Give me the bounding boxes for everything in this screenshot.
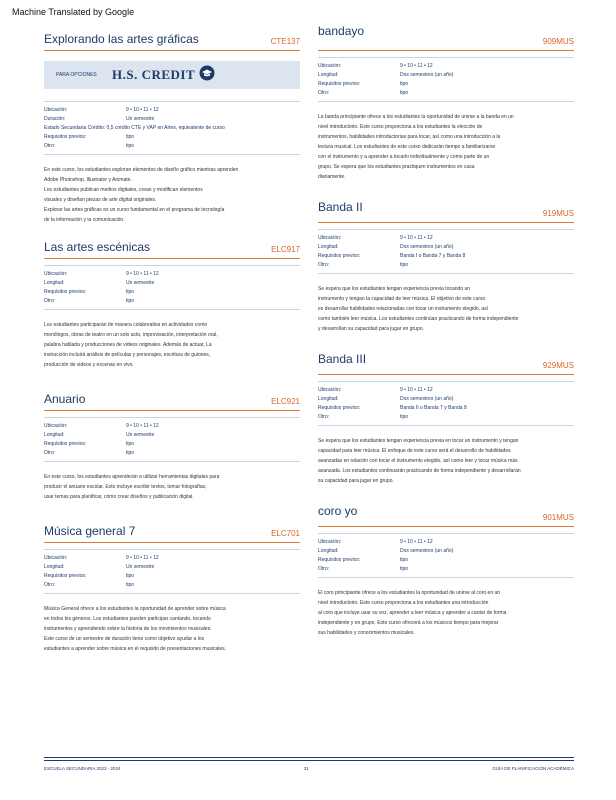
description-line: estudiantes a aprender sobre música en el requisito de presentaciones musicales.: [44, 646, 227, 652]
course-description: [318, 588, 574, 638]
info-key: Duración:: [44, 116, 66, 122]
info-key: Longitud:: [318, 244, 339, 250]
course-code: ELC701: [271, 529, 300, 538]
course-title: Explorando las artes gráficas: [44, 32, 199, 46]
description-line: capacidad para leer música. El enfoque de este curso será el desarrollo de habilidades: [318, 448, 511, 454]
description-line: instrumento y tengan la capacidad de leer música. El objetivo de este curso: [318, 296, 486, 302]
course-performing-arts: [44, 240, 300, 370]
course-band-2: [318, 200, 574, 334]
info-key: Requisitos previos:: [318, 81, 361, 87]
description-line: Los estudiantes participarán de manera colaborativa en actividades como: [44, 322, 208, 328]
footer-rule: [44, 760, 574, 761]
info-value: tipo: [126, 289, 135, 295]
course-code: 909MUS: [542, 37, 574, 46]
course-code: 929MUS: [542, 361, 574, 370]
info-value: tipo: [400, 90, 409, 96]
info-row: [44, 115, 300, 124]
course-header: [44, 32, 300, 51]
info-key: Ubicación:: [44, 107, 68, 113]
info-value: Un semestre: [126, 564, 155, 570]
info-row: [44, 581, 300, 590]
info-value: Estado Secundaria Crédito: 0,5 crédito CTE y VAP en Artes, equivalente de curso: [44, 125, 225, 131]
info-value: 9 • 10 • 11 • 12: [400, 235, 433, 241]
info-value: 9 • 10 • 11 • 12: [126, 107, 159, 113]
info-value: 9 • 10 • 11 • 12: [400, 539, 433, 545]
course-code: ELC917: [271, 245, 300, 254]
course-header: [318, 504, 574, 527]
info-value: 9 • 10 • 11 • 12: [400, 387, 433, 393]
info-value: Banda II o Banda 7 y Banda 8: [400, 405, 467, 411]
description-line: como también leer música. Los estudiantes continúan practicando de forma independiente: [318, 316, 519, 322]
info-key: Otro:: [44, 450, 56, 456]
left-column: [44, 26, 300, 654]
description-line: producción de videos y escenas en vivo.: [44, 362, 134, 368]
description-line: avanzada. Los estudiantes continuarán practicando de forma independiente y desarrollarán: [318, 468, 521, 474]
course-code: 901MUS: [542, 513, 574, 522]
info-row: [318, 62, 574, 71]
footer-left-text: ESCUELA SECUNDARIA 2023 - 2024: [44, 766, 121, 771]
page-number: 31: [303, 766, 309, 771]
page-footer: [44, 766, 574, 771]
info-row: [318, 395, 574, 404]
info-value: Dos semestres (un año): [400, 244, 454, 250]
info-row: [44, 288, 300, 297]
info-value: tipo: [126, 134, 135, 140]
info-row: [44, 297, 300, 306]
course-info: [44, 549, 300, 594]
info-value: Un semestre: [126, 116, 155, 122]
info-row: [44, 142, 300, 151]
info-row: [44, 106, 300, 115]
course-title: Las artes escénicas: [44, 240, 151, 254]
info-row: [44, 563, 300, 572]
info-value: Dos semestres (un año): [400, 548, 454, 554]
footer-right-text: GUÍA DE PLANIFICACIÓN ACADÉMICA: [492, 766, 574, 771]
course-header: [44, 392, 300, 411]
info-key: Longitud:: [44, 280, 65, 286]
info-key: Longitud:: [44, 564, 65, 570]
info-row: [318, 413, 574, 422]
description-line: La banda principiante ofrece a los estudiantes la oportunidad de unirse a la banda en un: [318, 114, 514, 120]
description-line: instrucción incluirá análisis de películas y personajes, escritura de guiones,: [44, 352, 211, 358]
course-code: 919MUS: [542, 209, 574, 218]
info-key: Ubicación:: [318, 235, 342, 241]
course-info: [318, 229, 574, 274]
info-value: Dos semestres (un año): [400, 72, 454, 78]
course-graphic-arts: [44, 32, 300, 225]
description-line: monólogos, obras de teatro en un solo acto, improvisación, interpretación oral,: [44, 332, 218, 338]
machine-translation-banner: Machine Translated by Google: [12, 7, 135, 17]
course-header: [318, 352, 574, 375]
course-header: [44, 524, 300, 543]
info-key: Longitud:: [318, 72, 339, 78]
info-row: [44, 572, 300, 581]
info-value: tipo: [126, 582, 135, 588]
info-key: Requisitos previos:: [44, 573, 87, 579]
description-line: en todos los géneros. Los estudiantes pueden participar cantando, tocando: [44, 616, 211, 622]
info-key: Requisitos previos:: [44, 441, 87, 447]
info-row: [318, 404, 574, 413]
info-row: [44, 431, 300, 440]
info-key: Ubicación:: [44, 423, 68, 429]
info-row: [318, 71, 574, 80]
info-value: Un semestre: [126, 280, 155, 286]
description-line: Música General ofrece a los estudiantes la oportunidad de aprender sobre música: [44, 606, 226, 612]
description-line: al coro que incluye usar su voz, aprender a leer música y aprender a cantar de forma: [318, 610, 507, 616]
course-info: [318, 57, 574, 102]
course-title: coro yo: [318, 504, 358, 518]
course-info: [318, 381, 574, 426]
description-line: En este curso, los estudiantes exploran elementos de diseño gráfico mientras aprenden: [44, 167, 239, 173]
info-row: [318, 243, 574, 252]
info-key: Ubicación:: [318, 387, 342, 393]
course-header: [318, 24, 574, 51]
course-header: [44, 240, 300, 259]
info-row: [44, 124, 300, 133]
info-row: [44, 270, 300, 279]
info-value: 9 • 10 • 11 • 12: [400, 63, 433, 69]
description-line: usar temas para planificar, cómo crear diseños y publicación digital.: [44, 494, 194, 500]
info-value: Banda I o Banda 7 y Banda 8: [400, 253, 466, 259]
info-row: [318, 386, 574, 395]
info-key: Otro:: [44, 582, 56, 588]
description-line: lectura musical. Los estudiantes de este curso dedicarán tiempo a familiarizarse: [318, 144, 496, 150]
course-band-3: [318, 352, 574, 486]
info-value: tipo: [400, 81, 409, 87]
info-row: [44, 449, 300, 458]
description-line: instrumentos y aprendiendo sobre la historia de los movimientos musicales.: [44, 626, 212, 632]
info-row: [318, 261, 574, 270]
info-row: [44, 440, 300, 449]
info-key: Otro:: [318, 414, 330, 420]
description-line: sus habilidades y conocimientos musicales.: [318, 630, 415, 636]
info-row: [318, 234, 574, 243]
info-key: Ubicación:: [318, 63, 342, 69]
course-title: bandayo: [318, 24, 365, 38]
course-description: [44, 604, 300, 654]
info-value: tipo: [126, 441, 135, 447]
description-line: En este curso, los estudiantes aprenderán a utilizar herramientas digitales para: [44, 474, 220, 480]
description-line: nivel introductorio. Este curso proporciona a los estudiantes la elección de: [318, 124, 483, 130]
info-key: Requisitos previos:: [44, 134, 87, 140]
description-line: nivel introductorio. Este curso proporciona a los estudiantes una introducción: [318, 600, 489, 606]
info-row: [318, 252, 574, 261]
info-key: Otro:: [318, 566, 330, 572]
course-info: [44, 417, 300, 462]
info-value: tipo: [400, 557, 409, 563]
description-line: Se espera que los estudiantes tengan experiencia previa tocando un: [318, 286, 471, 292]
info-row: [318, 80, 574, 89]
info-value: tipo: [126, 450, 135, 456]
info-row: [44, 133, 300, 142]
description-line: palabra hablada y producciones de videos originales. Además de actuar, La: [44, 342, 212, 348]
course-info: [44, 101, 300, 155]
course-description: [44, 165, 300, 225]
info-key: Otro:: [44, 298, 56, 304]
hs-credit-banner: [44, 61, 300, 89]
info-value: tipo: [126, 573, 135, 579]
course-description: [318, 436, 574, 486]
info-key: Longitud:: [318, 548, 339, 554]
info-value: Dos semestres (un año): [400, 396, 454, 402]
info-key: Longitud:: [318, 396, 339, 402]
description-line: Los estudiantes publican medios digitales, crean y modifican elementos: [44, 187, 203, 193]
course-code: ELC921: [271, 397, 300, 406]
info-value: tipo: [400, 262, 409, 268]
course-title: Banda II: [318, 200, 363, 214]
course-info: [318, 533, 574, 578]
info-key: Requisitos previos:: [44, 289, 87, 295]
course-code: CTE137: [270, 37, 300, 46]
info-row: [318, 89, 574, 98]
info-row: [318, 556, 574, 565]
description-line: Adobe Photoshop, Illustrator y Animate.: [44, 177, 132, 183]
description-line: El coro principiante ofrece a los estudiantes la oportunidad de unirse al coro en un: [318, 590, 501, 596]
description-line: es desarrollar habilidades relacionadas con tocar un instrumento elegido, así: [318, 306, 489, 312]
info-key: Ubicación:: [318, 539, 342, 545]
course-general-music: [44, 524, 300, 654]
hs-credit-text: H.S. CREDIT: [112, 67, 196, 82]
course-header: [318, 200, 574, 223]
info-row: [318, 538, 574, 547]
description-line: Se espera que los estudiantes tengan experiencia previa en tocar un instrumento y tengan: [318, 438, 519, 444]
info-key: Otro:: [318, 90, 330, 96]
info-value: tipo: [126, 143, 135, 149]
description-line: diariamente.: [318, 174, 346, 180]
info-row: [44, 279, 300, 288]
info-value: tipo: [400, 566, 409, 572]
course-info: [44, 265, 300, 310]
info-row: [44, 422, 300, 431]
course-choir-1: [318, 504, 574, 638]
info-key: Ubicación:: [44, 271, 68, 277]
course-description: [44, 472, 300, 502]
info-value: 9 • 10 • 11 • 12: [126, 555, 159, 561]
footer-rule: [44, 757, 574, 758]
description-line: independiente y en grupo. Este curso ofrecerá a los músicos tiempo para mejorar: [318, 620, 499, 626]
course-title: Banda III: [318, 352, 367, 366]
course-yearbook: [44, 392, 300, 502]
info-key: Requisitos previos:: [318, 253, 361, 259]
info-key: Requisitos previos:: [318, 405, 361, 411]
info-key: Otro:: [44, 143, 56, 149]
course-description: [318, 112, 574, 182]
info-key: Ubicación:: [44, 555, 68, 561]
course-title: Música general 7: [44, 524, 136, 538]
description-line: producir el anuario escolar. Esto incluye escribir textos, tomar fotografías,: [44, 484, 207, 490]
course-band-1: [318, 24, 574, 182]
description-line: grupo. Se espera que los estudiantes practiquen instrumentos en casa: [318, 164, 475, 170]
info-value: 9 • 10 • 11 • 12: [126, 271, 159, 277]
info-value: tipo: [400, 414, 409, 420]
info-value: 9 • 10 • 11 • 12: [126, 423, 159, 429]
description-line: avanzadas en relación con tocar el instrumento elegido, así como leer y tocar música más: [318, 458, 518, 464]
info-key: Longitud:: [44, 432, 65, 438]
description-line: con el instrumento y a aprender a tocarlo individualmente y como parte de un: [318, 154, 490, 160]
description-line: visuales y diseñan piezas de arte digital originales.: [44, 197, 157, 203]
info-value: Un semestre: [126, 432, 155, 438]
description-line: y desarrollan su capacidad para jugar en grupo.: [318, 326, 424, 332]
hs-credit-small-text: PARA OPCIONES: [56, 71, 97, 78]
description-line: de la información y la comunicación.: [44, 217, 125, 223]
description-line: instrumentos, habilidades introductorias para tocar, así como una introducción a la: [318, 134, 501, 140]
course-description: [44, 320, 300, 370]
graduation-cap-icon: [199, 65, 215, 86]
right-column: [318, 26, 574, 638]
info-row: [44, 554, 300, 563]
description-line: su capacidad para jugar en grupo.: [318, 478, 394, 484]
info-key: Otro:: [318, 262, 330, 268]
info-row: [318, 547, 574, 556]
info-key: Requisitos previos:: [318, 557, 361, 563]
description-line: Explorar las artes gráficas es un curso fundamental en el programa de tecnología: [44, 207, 225, 213]
info-row: [318, 565, 574, 574]
course-description: [318, 284, 574, 334]
info-value: tipo: [126, 298, 135, 304]
description-line: Este curso de un semestre de duración tiene como objetivo ayudar a los: [44, 636, 205, 642]
course-title: Anuario: [44, 392, 86, 406]
